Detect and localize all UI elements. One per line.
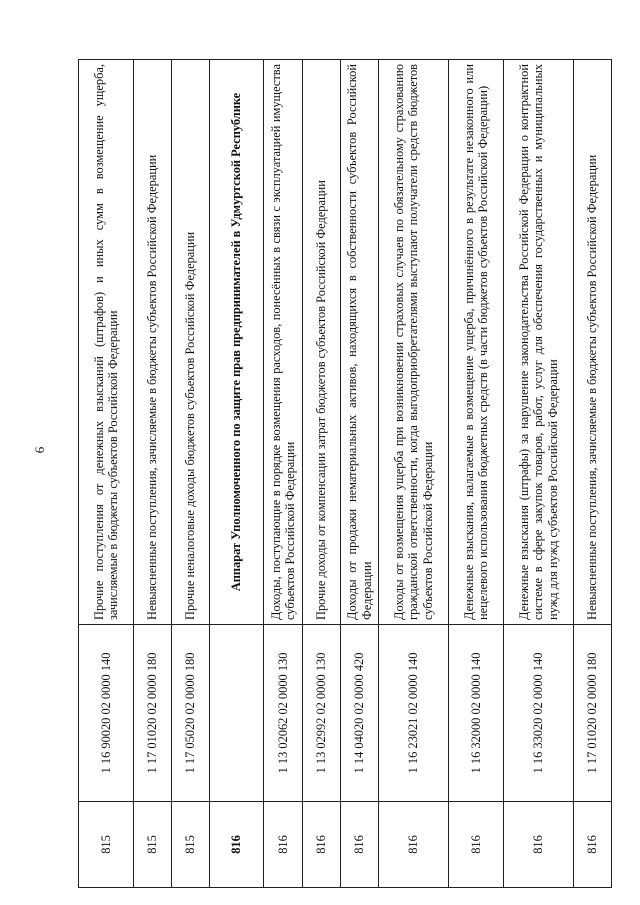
description-cell: Прочие доходы от компенсации затрат бюджетов субъектов Российской Федерации xyxy=(303,60,341,625)
budget-code-cell: 1 16 32000 02 0000 140 xyxy=(449,625,504,802)
page-number: 6 xyxy=(32,446,47,454)
table-row xyxy=(264,60,303,888)
description-cell: Денежные взыскания, налагаемые в возмещение ущерба, причинённого в результате незаконного или нецелевого использования бюджетных средств (в части бюджетов субъектов Российской Федерации) xyxy=(449,60,504,625)
document-page xyxy=(78,60,600,888)
admin-code-cell: 816 xyxy=(379,802,449,888)
budget-code-cell: 1 16 90020 02 0000 140 xyxy=(79,625,134,802)
admin-code-cell: 816 xyxy=(449,802,504,888)
description-cell: Прочие поступления от денежных взысканий (штрафов) и иных сумм в возмещение ущерба, зачисляемые в бюджеты субъектов Российской Федерации xyxy=(79,60,134,625)
budget-code-cell: 1 17 05020 02 0000 180 xyxy=(172,625,210,802)
table-row xyxy=(303,60,341,888)
table-row xyxy=(79,60,134,888)
description-cell: Невыясненные поступления, зачисляемые в бюджеты субъектов Российской Федерации xyxy=(574,60,612,625)
admin-code-cell: 816 xyxy=(264,802,303,888)
budget-code-cell: 1 14 04020 02 0000 420 xyxy=(341,625,379,802)
admin-code-cell: 815 xyxy=(172,802,210,888)
admin-code-cell: 816 xyxy=(574,802,612,888)
description-cell: Невыясненные поступления, зачисляемые в бюджеты субъектов Российской Федерации xyxy=(134,60,172,625)
description-cell: Денежные взыскания (штрафы) за нарушение законодательства Российской Федерации о контрактной системе в сфере закупок товаров, работ, услуг для обеспечения государственных и муниципальных нужд для нужд субъектов Российской Федерации xyxy=(504,60,574,625)
table-body xyxy=(79,60,612,888)
table-row xyxy=(134,60,172,888)
admin-code-cell: 816 xyxy=(210,802,264,888)
description-cell: Доходы от продажи нематериальных активов, находящихся в собственности субъектов Российской Федерации xyxy=(341,60,379,625)
table-row xyxy=(172,60,210,888)
table-row xyxy=(341,60,379,888)
table-row xyxy=(574,60,612,888)
admin-code-cell: 816 xyxy=(303,802,341,888)
budget-code-cell: 1 16 33020 02 0000 140 xyxy=(504,625,574,802)
table-row xyxy=(504,60,574,888)
admin-code-cell: 816 xyxy=(341,802,379,888)
budget-code-cell xyxy=(210,625,264,802)
budget-code-cell: 1 13 02062 02 0000 130 xyxy=(264,625,303,802)
description-cell: Доходы от возмещения ущерба при возникновении страховых случаев по обязательному страхованию гражданской ответственности, когда выгодоприобретателями выступают получатели средств бюджетов субъектов Российской Федерации xyxy=(379,60,449,625)
description-cell: Прочие неналоговые доходы бюджетов субъектов Российской Федерации xyxy=(172,60,210,625)
budget-code-cell: 1 16 23021 02 0000 140 xyxy=(379,625,449,802)
description-cell: Доходы, поступающие в порядке возмещения расходов, понесённых в связи с эксплуатацией имущества субъектов Российской Федерации xyxy=(264,60,303,625)
table-row xyxy=(449,60,504,888)
admin-code-cell: 815 xyxy=(79,802,134,888)
budget-code-cell: 1 17 01020 02 0000 180 xyxy=(134,625,172,802)
budget-code-cell: 1 17 01020 02 0000 180 xyxy=(574,625,612,802)
table-row xyxy=(379,60,449,888)
section-title-cell: Аппарат Уполномоченного по защите прав предпринимателей в Удмуртской Республике xyxy=(210,60,264,625)
admin-code-cell: 815 xyxy=(134,802,172,888)
admin-code-cell: 816 xyxy=(504,802,574,888)
section-header-row xyxy=(210,60,264,888)
budget-code-cell: 1 13 02992 02 0000 130 xyxy=(303,625,341,802)
revenue-codes-table xyxy=(78,59,612,888)
